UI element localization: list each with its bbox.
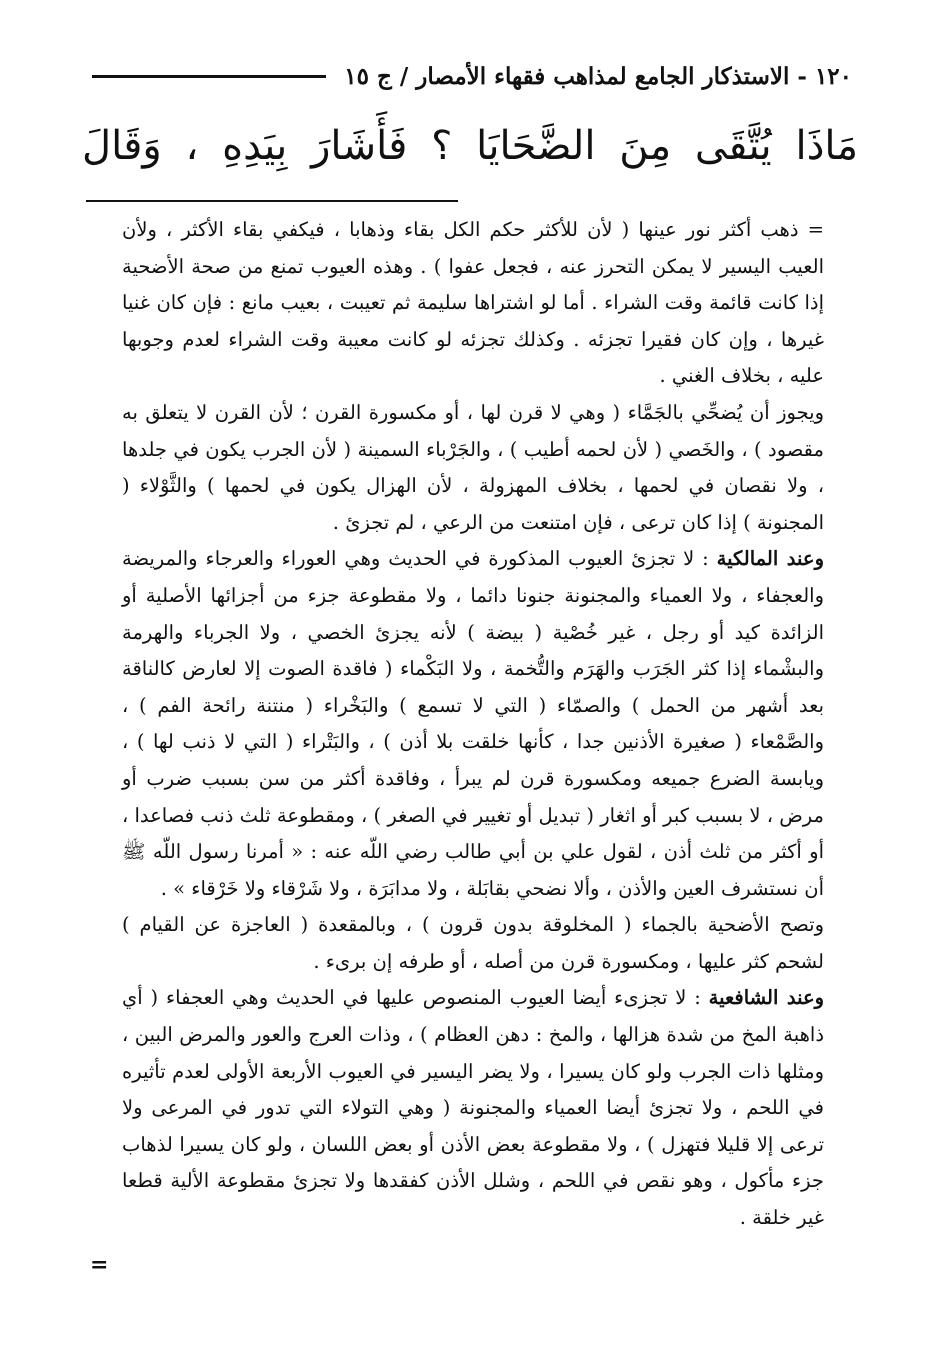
footnote-text: ويجوز أن يُضحِّي بالجَمَّاء ( وهي لا قرن لها ، أو مكسورة القرن ؛ لأن القرن لا يتعلق به مقصود ) ، والخَصي ( لأن لحمه أطيب ) ، والجَرْباء السمينة ( لأن الجرب يكون في جلدها ، ولا نقصان في لحمها ، بخلاف المهزولة ، لأن الهزال يكون في لحمها ) والثَّوْلاء ( المجنونة ) إذا كان ترعى ، فإن امتنعت من الرعي ، لم تجزئ . — [122, 400, 824, 534]
footnote-paragraph-malikiyya — [122, 541, 824, 907]
footnote-text: = ذهب أكثر نور عينها ( لأن للأكثر حكم الكل بقاء وذهابا ، فيكفي بقاء الأكثر ، ولأن العيب اليسير لا يمكن التحرز عنه ، فجعل عفوا ) . وهذه العيوب تمنع من صحة الأضحية إذا كانت قائمة وقت الشراء . أما لو اشتراها سليمة ثم تعيبت ، بعيب مانع : فإن كان غنيا غيرها ، وإن كان فقيرا تجزئه . وكذلك تجزئه لو كانت معيبة وقت الشراء لعدم وجوبها عليه ، بخلاف الغني . — [122, 218, 824, 388]
footnote-lead: وعند الشافعية — [708, 986, 825, 1010]
footnote-paragraph — [122, 395, 824, 541]
main-text-line: مَاذَا يُتَّقَى مِنَ الضَّحَايَا ؟ فَأَشَارَ بِيَدِهِ ، وَقَالَ — [82, 123, 858, 169]
footnote-paragraph — [122, 907, 824, 980]
footnote-text: : لا تجزئ العيوب المذكورة في الحديث وهي العوراء والعرجاء والمريضة والعجفاء ، ولا العمياء والمجنونة جنونا دائما ، ولا مقطوعة جزء من أجزائها الأصلية أو الزائدة كيد أو رجل ، غير خُصْية ( بيضة ) لأنه يجزئ الخصي ، ولا الجرباء والهرمة والبشْماء إذا كثر الجَرَب والهَرَم والتُّخمة ، ولا البَكْماء ( فاقدة الصوت إلا لعارض كالناقة بعد أشهر من الحمل ) والصمّاء ( التي لا تسمع ) والبَخْراء ( منتنة رائحة الفم ) ، والصَّمْعاء ( صغيرة الأذنين جدا ، كأنها خلقت بلا أذن ) ، والبَتْراء ( التي لا ذنب لها ) ، ويابسة الضرع جميعه ومكسورة قرن لم يبرأ ، وفاقدة أكثر من سن بسبب ضرب أو مرض ، لا بسبب كبر أو اثغار ( تبديل أو تغيير في الصغر ) ، ومقطوعة ثلث ذنب فصاعدا ، أو أكثر من ثلث أذن ، لقول علي بن أبي طالب رضي اللّه عنه : « أمرنا رسول اللّه ﷺ أن نستشرف العين والأذن ، وألا نضحي بقابَلة ، ولا مدابَرَة ، ولا شَرْقاء ولا خَرْقاء » . — [122, 547, 824, 900]
footnote-text: : لا تجزىء أيضا العيوب المنصوص عليها في الحديث وهي العجفاء ( أي ذاهبة المخ من شدة هزالها ، والمخ : دهن العظام ) ، وذات العرج والعور والمرض البين ، ومثلها ذات الجرب ولو كان يسيرا ، ولا يضر اليسير في العيوب الأربعة الأولى لعدم تأثيره في اللحم ، ولا تجزئ أيضا العمياء والمجنونة ( وهي التولاء التي تدور في المرعى ولا ترعى إلا قليلا فتهزل ) ، ولا مقطوعة بعض الأذن أو بعض اللسان ، ولو كان يسيرا لذهاب جزء مأكول ، وهو نقص في اللحم ، وشلل الأذن كفقدها ولا تجزئ مقطوعة الألية قطعا غير خلقة . — [122, 986, 824, 1230]
continuation-mark: = — [90, 1252, 109, 1278]
footnote-paragraph-shafiiyya — [122, 980, 824, 1236]
footnotes-block — [122, 212, 824, 1237]
footnote-paragraph — [122, 212, 824, 395]
footnote-text: وتصح الأضحية بالجماء ( المخلوقة بدون قرون ) ، وبالمقعدة ( العاجزة عن القيام ) لشحم كثر عليها ، ومكسورة قرن من أصله ، أو طرفه إن برىء . — [122, 913, 824, 973]
header-rule — [92, 75, 326, 78]
header-title: ١٢٠ - الاستذكار الجامع لمذاهب فقهاء الأمصار / ج ١٥ — [344, 62, 852, 90]
footnote-separator — [86, 200, 458, 202]
footnote-lead: وعند المالكية — [716, 547, 824, 571]
running-header — [92, 56, 852, 96]
